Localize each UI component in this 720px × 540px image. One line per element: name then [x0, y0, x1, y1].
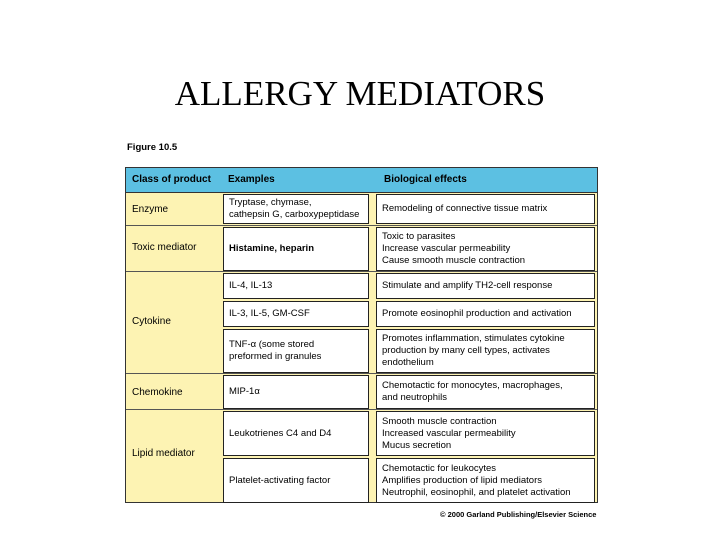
examples-cell [223, 458, 369, 503]
cell-line: Chemotactic for monocytes, macrophages, [382, 380, 563, 391]
cell-line: Promote eosinophil production and activation [382, 308, 572, 319]
cell-line: Histamine, heparin [229, 243, 314, 254]
header-class: Class of product [132, 174, 211, 185]
cell-line: endothelium [382, 357, 434, 368]
effects-cell [376, 375, 595, 409]
cell-line: IL-4, IL-13 [229, 280, 273, 291]
cell-line: Chemotactic for leukocytes [382, 462, 497, 474]
effects-cell [376, 301, 595, 327]
cell-line: Cause smooth muscle contraction [382, 255, 526, 266]
cell-line: Smooth muscle contraction [382, 415, 497, 427]
cell-line: Promotes inflammation, stimulates cytokine [382, 333, 565, 344]
cell-line: MIP-1α [229, 386, 260, 397]
examples-cell [223, 329, 369, 373]
cell-line: Remodeling of connective tissue matrix [382, 203, 548, 214]
effects-cell [376, 458, 595, 503]
cell-line: and neutrophils [382, 392, 447, 403]
header-effects: Biological effects [384, 174, 467, 185]
examples-cell [223, 194, 369, 224]
examples-cell [223, 375, 369, 409]
examples-cell [223, 301, 369, 327]
cell-line: Amplifies production of lipid mediators [382, 474, 542, 486]
row-divider [126, 271, 597, 272]
cell-line: cathepsin G, carboxypeptidase [229, 209, 360, 220]
examples-cell [223, 273, 369, 299]
class-chemokine: Chemokine [132, 387, 183, 398]
cell-line: Leukotrienes C4 and D4 [229, 427, 332, 439]
cell-line: production by many cell types, activates [382, 345, 550, 356]
row-divider [126, 373, 597, 374]
effects-cell [376, 194, 595, 224]
class-toxic-mediator: Toxic mediator [132, 242, 197, 253]
class-lipid-mediator: Lipid mediator [132, 448, 195, 459]
effects-cell [376, 411, 595, 456]
row-divider [126, 409, 597, 410]
class-enzyme: Enzyme [132, 204, 169, 215]
cell-line: Increase vascular permeability [382, 243, 511, 254]
cell-line: Neutrophil, eosinophil, and platelet activation [382, 486, 571, 498]
table-header [126, 168, 597, 193]
examples-cell [223, 411, 369, 456]
effects-cell [376, 273, 595, 299]
cell-line: Increased vascular permeability [382, 427, 516, 439]
cell-line: Stimulate and amplify TH2-cell response [382, 280, 553, 291]
figure-label: Figure 10.5 [127, 142, 178, 153]
class-cytokine: Cytokine [132, 316, 171, 327]
cell-line: Mucus secretion [382, 439, 452, 451]
cell-line: Tryptase, chymase, [229, 197, 312, 208]
row-divider [126, 225, 597, 226]
header-examples: Examples [228, 174, 275, 185]
mediators-table [125, 167, 598, 503]
slide-title: ALLERGY MEDIATORS [174, 74, 546, 113]
cell-line: preformed in granules [229, 351, 322, 362]
cell-line: Platelet-activating factor [229, 474, 331, 486]
cell-line: IL-3, IL-5, GM-CSF [229, 308, 310, 319]
effects-cell [376, 227, 595, 271]
copyright: © 2000 Garland Publishing/Elsevier Science [440, 510, 597, 519]
examples-cell [223, 227, 369, 271]
cell-line: Toxic to parasites [382, 231, 456, 242]
effects-cell [376, 329, 595, 373]
cell-line: TNF-α (some stored [229, 339, 315, 350]
